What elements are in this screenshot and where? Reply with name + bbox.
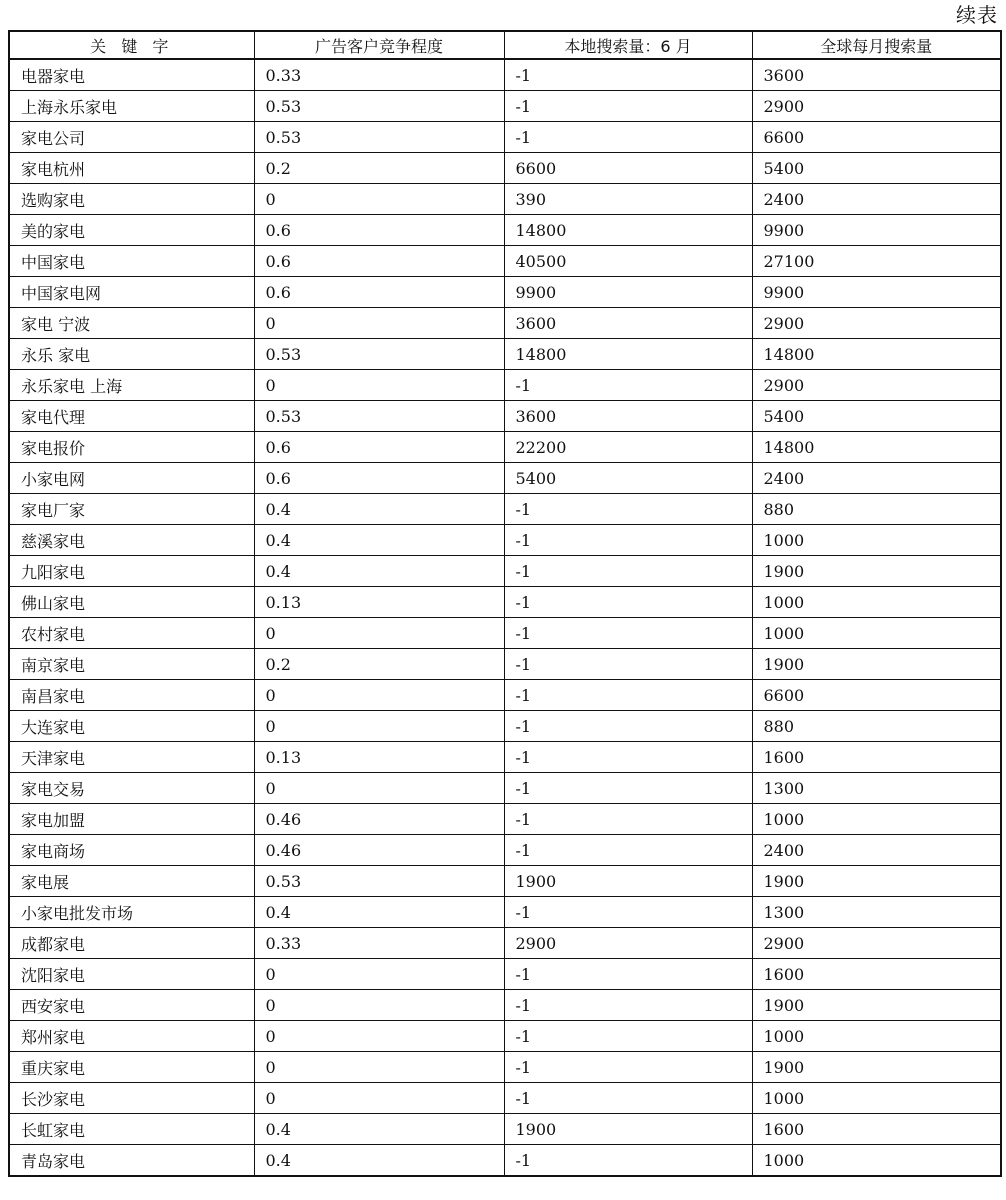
global-search-cell: 1600 xyxy=(752,742,1001,773)
global-search-cell: 1600 xyxy=(752,959,1001,990)
global-search-cell: 880 xyxy=(752,711,1001,742)
table-row xyxy=(9,835,1001,866)
keyword-cell: 农村家电 xyxy=(9,618,254,649)
table-row xyxy=(9,649,1001,680)
keyword-cell: 永乐 家电 xyxy=(9,339,254,370)
global-search-cell: 1900 xyxy=(752,990,1001,1021)
competition-cell: 0.33 xyxy=(254,59,504,91)
local-search-cell: -1 xyxy=(504,618,752,649)
global-search-cell: 9900 xyxy=(752,277,1001,308)
global-search-cell: 2400 xyxy=(752,835,1001,866)
keyword-cell: 家电展 xyxy=(9,866,254,897)
local-search-cell: 22200 xyxy=(504,432,752,463)
local-search-cell: -1 xyxy=(504,494,752,525)
global-search-cell: 6600 xyxy=(752,680,1001,711)
table-row xyxy=(9,339,1001,370)
table-row xyxy=(9,494,1001,525)
local-search-cell: -1 xyxy=(504,370,752,401)
competition-cell: 0.6 xyxy=(254,432,504,463)
local-search-cell: -1 xyxy=(504,835,752,866)
competition-cell: 0.53 xyxy=(254,339,504,370)
competition-cell: 0.6 xyxy=(254,277,504,308)
table-row xyxy=(9,897,1001,928)
local-search-cell: 3600 xyxy=(504,308,752,339)
keyword-cell: 中国家电 xyxy=(9,246,254,277)
local-search-cell: 14800 xyxy=(504,339,752,370)
competition-cell: 0.53 xyxy=(254,866,504,897)
table-row xyxy=(9,525,1001,556)
local-search-cell: -1 xyxy=(504,897,752,928)
keyword-cell: 天津家电 xyxy=(9,742,254,773)
competition-cell: 0 xyxy=(254,773,504,804)
global-search-cell: 1600 xyxy=(752,1114,1001,1145)
global-search-cell: 2900 xyxy=(752,928,1001,959)
keyword-cell: 沈阳家电 xyxy=(9,959,254,990)
local-search-cell: -1 xyxy=(504,649,752,680)
local-search-cell: 6600 xyxy=(504,153,752,184)
global-search-cell: 1900 xyxy=(752,1052,1001,1083)
keyword-cell: 家电杭州 xyxy=(9,153,254,184)
table-row xyxy=(9,680,1001,711)
header-row xyxy=(9,31,1001,59)
keyword-cell: 家电交易 xyxy=(9,773,254,804)
keyword-cell: 郑州家电 xyxy=(9,1021,254,1052)
keyword-cell: 九阳家电 xyxy=(9,556,254,587)
competition-cell: 0 xyxy=(254,370,504,401)
global-search-cell: 5400 xyxy=(752,153,1001,184)
keyword-cell: 中国家电网 xyxy=(9,277,254,308)
competition-cell: 0.6 xyxy=(254,215,504,246)
table-row xyxy=(9,59,1001,91)
global-search-cell: 1000 xyxy=(752,804,1001,835)
competition-cell: 0 xyxy=(254,711,504,742)
table-row xyxy=(9,1083,1001,1114)
table-row xyxy=(9,184,1001,215)
global-search-cell: 1000 xyxy=(752,618,1001,649)
table-row xyxy=(9,277,1001,308)
local-search-cell: 5400 xyxy=(504,463,752,494)
local-search-cell: -1 xyxy=(504,742,752,773)
table-row xyxy=(9,773,1001,804)
keyword-cell: 长虹家电 xyxy=(9,1114,254,1145)
keyword-cell: 家电 宁波 xyxy=(9,308,254,339)
global-search-cell: 1000 xyxy=(752,1083,1001,1114)
table-row xyxy=(9,618,1001,649)
table-row xyxy=(9,928,1001,959)
header-keyword: 关 键 字 xyxy=(9,31,254,59)
table-row xyxy=(9,463,1001,494)
table-row xyxy=(9,215,1001,246)
competition-cell: 0.4 xyxy=(254,525,504,556)
competition-cell: 0.53 xyxy=(254,91,504,122)
table-body xyxy=(9,59,1001,1176)
table-row xyxy=(9,1052,1001,1083)
global-search-cell: 1000 xyxy=(752,587,1001,618)
keyword-cell: 小家电批发市场 xyxy=(9,897,254,928)
competition-cell: 0.6 xyxy=(254,463,504,494)
local-search-cell: -1 xyxy=(504,680,752,711)
competition-cell: 0 xyxy=(254,1052,504,1083)
keyword-cell: 上海永乐家电 xyxy=(9,91,254,122)
global-search-cell: 27100 xyxy=(752,246,1001,277)
local-search-cell: 1900 xyxy=(504,866,752,897)
global-search-cell: 2900 xyxy=(752,308,1001,339)
competition-cell: 0.46 xyxy=(254,804,504,835)
local-search-cell: -1 xyxy=(504,773,752,804)
keyword-cell: 美的家电 xyxy=(9,215,254,246)
keyword-cell: 慈溪家电 xyxy=(9,525,254,556)
competition-cell: 0 xyxy=(254,990,504,1021)
table-row xyxy=(9,742,1001,773)
competition-cell: 0 xyxy=(254,184,504,215)
table-row xyxy=(9,308,1001,339)
global-search-cell: 1900 xyxy=(752,649,1001,680)
keyword-cell: 南京家电 xyxy=(9,649,254,680)
local-search-cell: 3600 xyxy=(504,401,752,432)
table-row xyxy=(9,1145,1001,1177)
global-search-cell: 2400 xyxy=(752,463,1001,494)
keyword-cell: 重庆家电 xyxy=(9,1052,254,1083)
keyword-cell: 南昌家电 xyxy=(9,680,254,711)
continued-table-label: 续表 xyxy=(956,3,998,27)
competition-cell: 0.4 xyxy=(254,556,504,587)
table-row xyxy=(9,122,1001,153)
competition-cell: 0.13 xyxy=(254,587,504,618)
local-search-cell: 14800 xyxy=(504,215,752,246)
table-row xyxy=(9,91,1001,122)
keyword-cell: 电器家电 xyxy=(9,59,254,91)
local-search-cell: -1 xyxy=(504,1145,752,1177)
local-search-cell: -1 xyxy=(504,59,752,91)
local-search-cell: -1 xyxy=(504,711,752,742)
table-row xyxy=(9,711,1001,742)
competition-cell: 0.13 xyxy=(254,742,504,773)
table-row xyxy=(9,370,1001,401)
local-search-cell: -1 xyxy=(504,525,752,556)
global-search-cell: 880 xyxy=(752,494,1001,525)
local-search-cell: 9900 xyxy=(504,277,752,308)
local-search-cell: 390 xyxy=(504,184,752,215)
competition-cell: 0.53 xyxy=(254,401,504,432)
global-search-cell: 1900 xyxy=(752,866,1001,897)
competition-cell: 0.4 xyxy=(254,1145,504,1177)
local-search-cell: -1 xyxy=(504,959,752,990)
table-row xyxy=(9,556,1001,587)
table-row xyxy=(9,959,1001,990)
local-search-cell: 40500 xyxy=(504,246,752,277)
global-search-cell: 2400 xyxy=(752,184,1001,215)
table-row xyxy=(9,1114,1001,1145)
keyword-cell: 家电加盟 xyxy=(9,804,254,835)
competition-cell: 0.33 xyxy=(254,928,504,959)
competition-cell: 0.2 xyxy=(254,153,504,184)
local-search-cell: -1 xyxy=(504,990,752,1021)
keyword-cell: 家电商场 xyxy=(9,835,254,866)
keyword-cell: 家电报价 xyxy=(9,432,254,463)
local-search-cell: -1 xyxy=(504,587,752,618)
table-row xyxy=(9,246,1001,277)
competition-cell: 0.4 xyxy=(254,897,504,928)
competition-cell: 0.4 xyxy=(254,494,504,525)
keyword-cell: 小家电网 xyxy=(9,463,254,494)
keyword-cell: 青岛家电 xyxy=(9,1145,254,1177)
competition-cell: 0.2 xyxy=(254,649,504,680)
global-search-cell: 3600 xyxy=(752,59,1001,91)
local-search-cell: -1 xyxy=(504,1021,752,1052)
header-local-search-volume: 本地搜索量：6 月 xyxy=(504,31,752,59)
global-search-cell: 1300 xyxy=(752,897,1001,928)
global-search-cell: 1300 xyxy=(752,773,1001,804)
keyword-cell: 永乐家电 上海 xyxy=(9,370,254,401)
global-search-cell: 1000 xyxy=(752,1145,1001,1177)
competition-cell: 0.53 xyxy=(254,122,504,153)
table-row xyxy=(9,587,1001,618)
competition-cell: 0.46 xyxy=(254,835,504,866)
local-search-cell: -1 xyxy=(504,91,752,122)
global-search-cell: 14800 xyxy=(752,432,1001,463)
competition-cell: 0 xyxy=(254,308,504,339)
competition-cell: 0 xyxy=(254,959,504,990)
table-row xyxy=(9,1021,1001,1052)
local-search-cell: 1900 xyxy=(504,1114,752,1145)
competition-cell: 0 xyxy=(254,680,504,711)
table-row xyxy=(9,866,1001,897)
keyword-cell: 家电公司 xyxy=(9,122,254,153)
table-row xyxy=(9,804,1001,835)
local-search-cell: -1 xyxy=(504,1052,752,1083)
header-competition: 广告客户竞争程度 xyxy=(254,31,504,59)
keyword-cell: 家电代理 xyxy=(9,401,254,432)
global-search-cell: 6600 xyxy=(752,122,1001,153)
local-search-cell: -1 xyxy=(504,122,752,153)
local-search-cell: -1 xyxy=(504,1083,752,1114)
table-row xyxy=(9,432,1001,463)
table-header xyxy=(9,31,1001,59)
global-search-cell: 1000 xyxy=(752,1021,1001,1052)
keyword-cell: 大连家电 xyxy=(9,711,254,742)
competition-cell: 0.4 xyxy=(254,1114,504,1145)
global-search-cell: 5400 xyxy=(752,401,1001,432)
global-search-cell: 2900 xyxy=(752,370,1001,401)
keyword-cell: 成都家电 xyxy=(9,928,254,959)
keyword-cell: 选购家电 xyxy=(9,184,254,215)
table-row xyxy=(9,153,1001,184)
keyword-cell: 佛山家电 xyxy=(9,587,254,618)
local-search-cell: 2900 xyxy=(504,928,752,959)
local-search-cell: -1 xyxy=(504,804,752,835)
keyword-cell: 家电厂家 xyxy=(9,494,254,525)
competition-cell: 0 xyxy=(254,1083,504,1114)
global-search-cell: 9900 xyxy=(752,215,1001,246)
global-search-cell: 1900 xyxy=(752,556,1001,587)
keyword-table xyxy=(8,30,1002,1177)
global-search-cell: 1000 xyxy=(752,525,1001,556)
competition-cell: 0 xyxy=(254,618,504,649)
keyword-cell: 西安家电 xyxy=(9,990,254,1021)
competition-cell: 0 xyxy=(254,1021,504,1052)
global-search-cell: 14800 xyxy=(752,339,1001,370)
table-row xyxy=(9,990,1001,1021)
local-search-cell: -1 xyxy=(504,556,752,587)
global-search-cell: 2900 xyxy=(752,91,1001,122)
header-global-monthly-search-volume: 全球每月搜索量 xyxy=(752,31,1001,59)
table-row xyxy=(9,401,1001,432)
keyword-cell: 长沙家电 xyxy=(9,1083,254,1114)
competition-cell: 0.6 xyxy=(254,246,504,277)
